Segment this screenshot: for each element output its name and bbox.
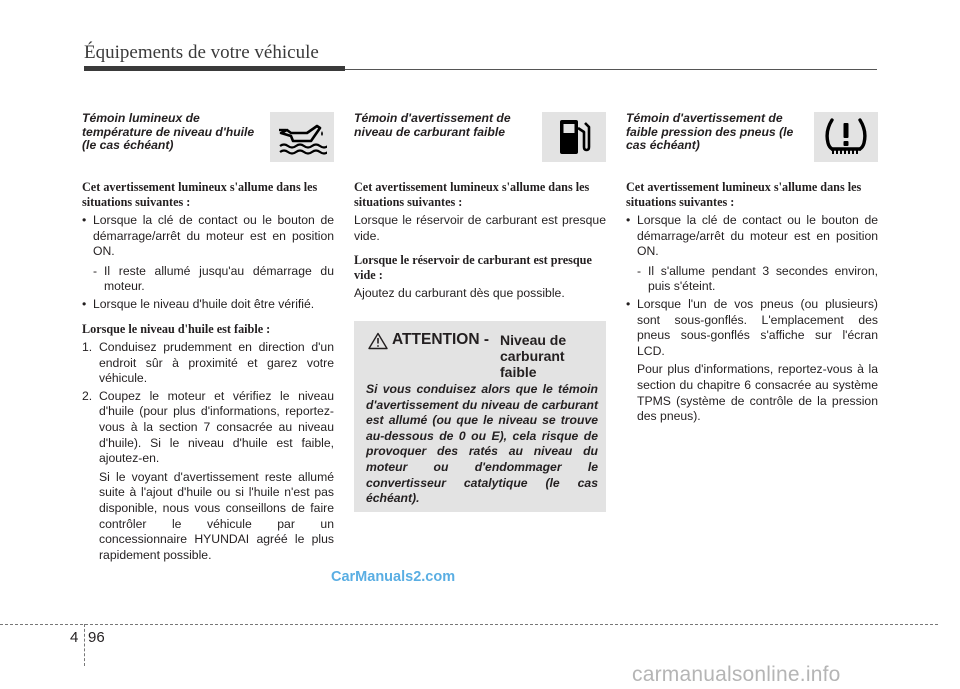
fuel-condition-text: Lorsque le réservoir de carburant est presque vide. xyxy=(354,213,606,243)
oil-step-1 xyxy=(82,340,334,387)
attention-subject: Niveau de carburant faible xyxy=(500,332,567,380)
attention-label: ATTENTION - xyxy=(392,331,490,348)
page-number: 96 xyxy=(88,629,105,646)
oil-step-1-text: Conduisez prudemment en direction d'un endroit sûr à proximité et garez votre véhicule. xyxy=(99,340,334,386)
step-number: 2. xyxy=(82,388,93,403)
step-number: 1. xyxy=(82,340,93,355)
fuel-action-text: Ajoutez du carburant dès que possible. xyxy=(354,286,565,301)
fuel-warning-section xyxy=(354,112,606,302)
dash-marker: - xyxy=(637,263,642,278)
tire-dash-1-text: Il s'allume pendant 3 secondes environ, puis s'éteint. xyxy=(648,263,878,294)
chapter-number: 4 xyxy=(70,629,79,646)
attention-box xyxy=(354,321,606,512)
oil-step-2-continued: Si le voyant d'avertissement reste allumé suite à l'ajout d'huile ou si l'huile n'est pas disponible, nous vous conseillons de faire contrôler le véhicule par un concessionnaire HYUNDAI agréé le plus rapidement possible. xyxy=(99,469,334,562)
attention-body: Si vous conduisez alors que le témoin d'avertissement du niveau de carburant est allumé (ou que le niveau se trouve au-dessous de 0 ou E), cela risque de provoquer des ratés au niveau du moteur ou d'endommager le convertisseur catalytique (le cas échéant). xyxy=(366,382,598,506)
oil-level-temperature-icon xyxy=(270,112,334,162)
oil-intro-text: Cet avertissement lumineux s'allume dans les situations suivantes : xyxy=(82,180,318,209)
fuel-warning-header xyxy=(354,112,606,162)
oil-warning-title: Témoin lumineux de température de niveau d'huile (le cas échéant) xyxy=(82,111,255,153)
tire-bullet-1: • Lorsque la clé de contact ou le bouton de démarrage/arrêt du moteur est en position ON. xyxy=(626,213,878,260)
tire-pressure-warning-icon xyxy=(814,112,878,162)
watermark-link[interactable]: CarManuals2.com xyxy=(331,569,456,585)
tire-intro-text: Cet avertissement lumineux s'allume dans les situations suivantes : xyxy=(626,180,862,209)
header-rule xyxy=(345,69,877,70)
oil-warning-header xyxy=(82,112,334,162)
tire-pressure-title: Témoin d'avertissement de faible pression des pneus (le cas échéant) xyxy=(626,111,794,153)
oil-warning-section xyxy=(82,112,334,563)
oil-bullet-1: • Lorsque la clé de contact ou le bouton de démarrage/arrêt du moteur est en position ON. xyxy=(82,213,334,260)
tire-bullet-2: • Lorsque l'un de vos pneus (ou plusieurs) sont sous-gonflés. L'emplacement des pneus sous-gonflés s'affiche sur l'écran LCD. xyxy=(626,297,878,359)
attention-header xyxy=(366,330,598,382)
fuel-pump-icon xyxy=(542,112,606,162)
fuel-warning-title: Témoin d'avertissement de niveau de carburant faible xyxy=(354,111,511,139)
tire-pressure-section xyxy=(626,112,878,425)
oil-dash-1 xyxy=(82,264,334,295)
page-header-title: Équipements de votre véhicule xyxy=(84,42,319,63)
oil-low-heading: Lorsque le niveau d'huile est faible : xyxy=(82,321,271,336)
oil-bullet-2: • Lorsque le niveau d'huile doit être vérifié. xyxy=(82,297,334,313)
oil-step-2 xyxy=(82,389,334,467)
oil-dash-1-text: Il reste allumé jusqu'au démarrage du moteur. xyxy=(104,263,334,294)
tire-pressure-header xyxy=(626,112,878,162)
footer-divider xyxy=(84,624,85,666)
fuel-intro-text: Cet avertissement lumineux s'allume dans les situations suivantes : xyxy=(354,180,590,209)
brand-watermark: carmanualsonline.info xyxy=(632,663,841,686)
oil-step-2-text: Coupez le moteur et vérifiez le niveau d'huile (pour plus d'informations, reportez-vous à la section 7 consacrée au niveau d'huile). Si le niveau d'huile est faible, ajoutez-en. xyxy=(99,388,334,466)
fuel-low-heading: Lorsque le réservoir de carburant est presque vide : xyxy=(354,253,592,282)
dash-marker: - xyxy=(93,263,98,278)
tire-bullet-2-continued: Pour plus d'informations, reportez-vous à la section du chapitre 6 consacrée au système TPMS (système de contrôle de la pression des pneus). xyxy=(637,362,878,424)
header-bar xyxy=(84,66,345,71)
tire-dash-1 xyxy=(626,264,878,295)
warning-triangle-icon xyxy=(368,332,388,350)
footer-rule xyxy=(0,624,938,625)
